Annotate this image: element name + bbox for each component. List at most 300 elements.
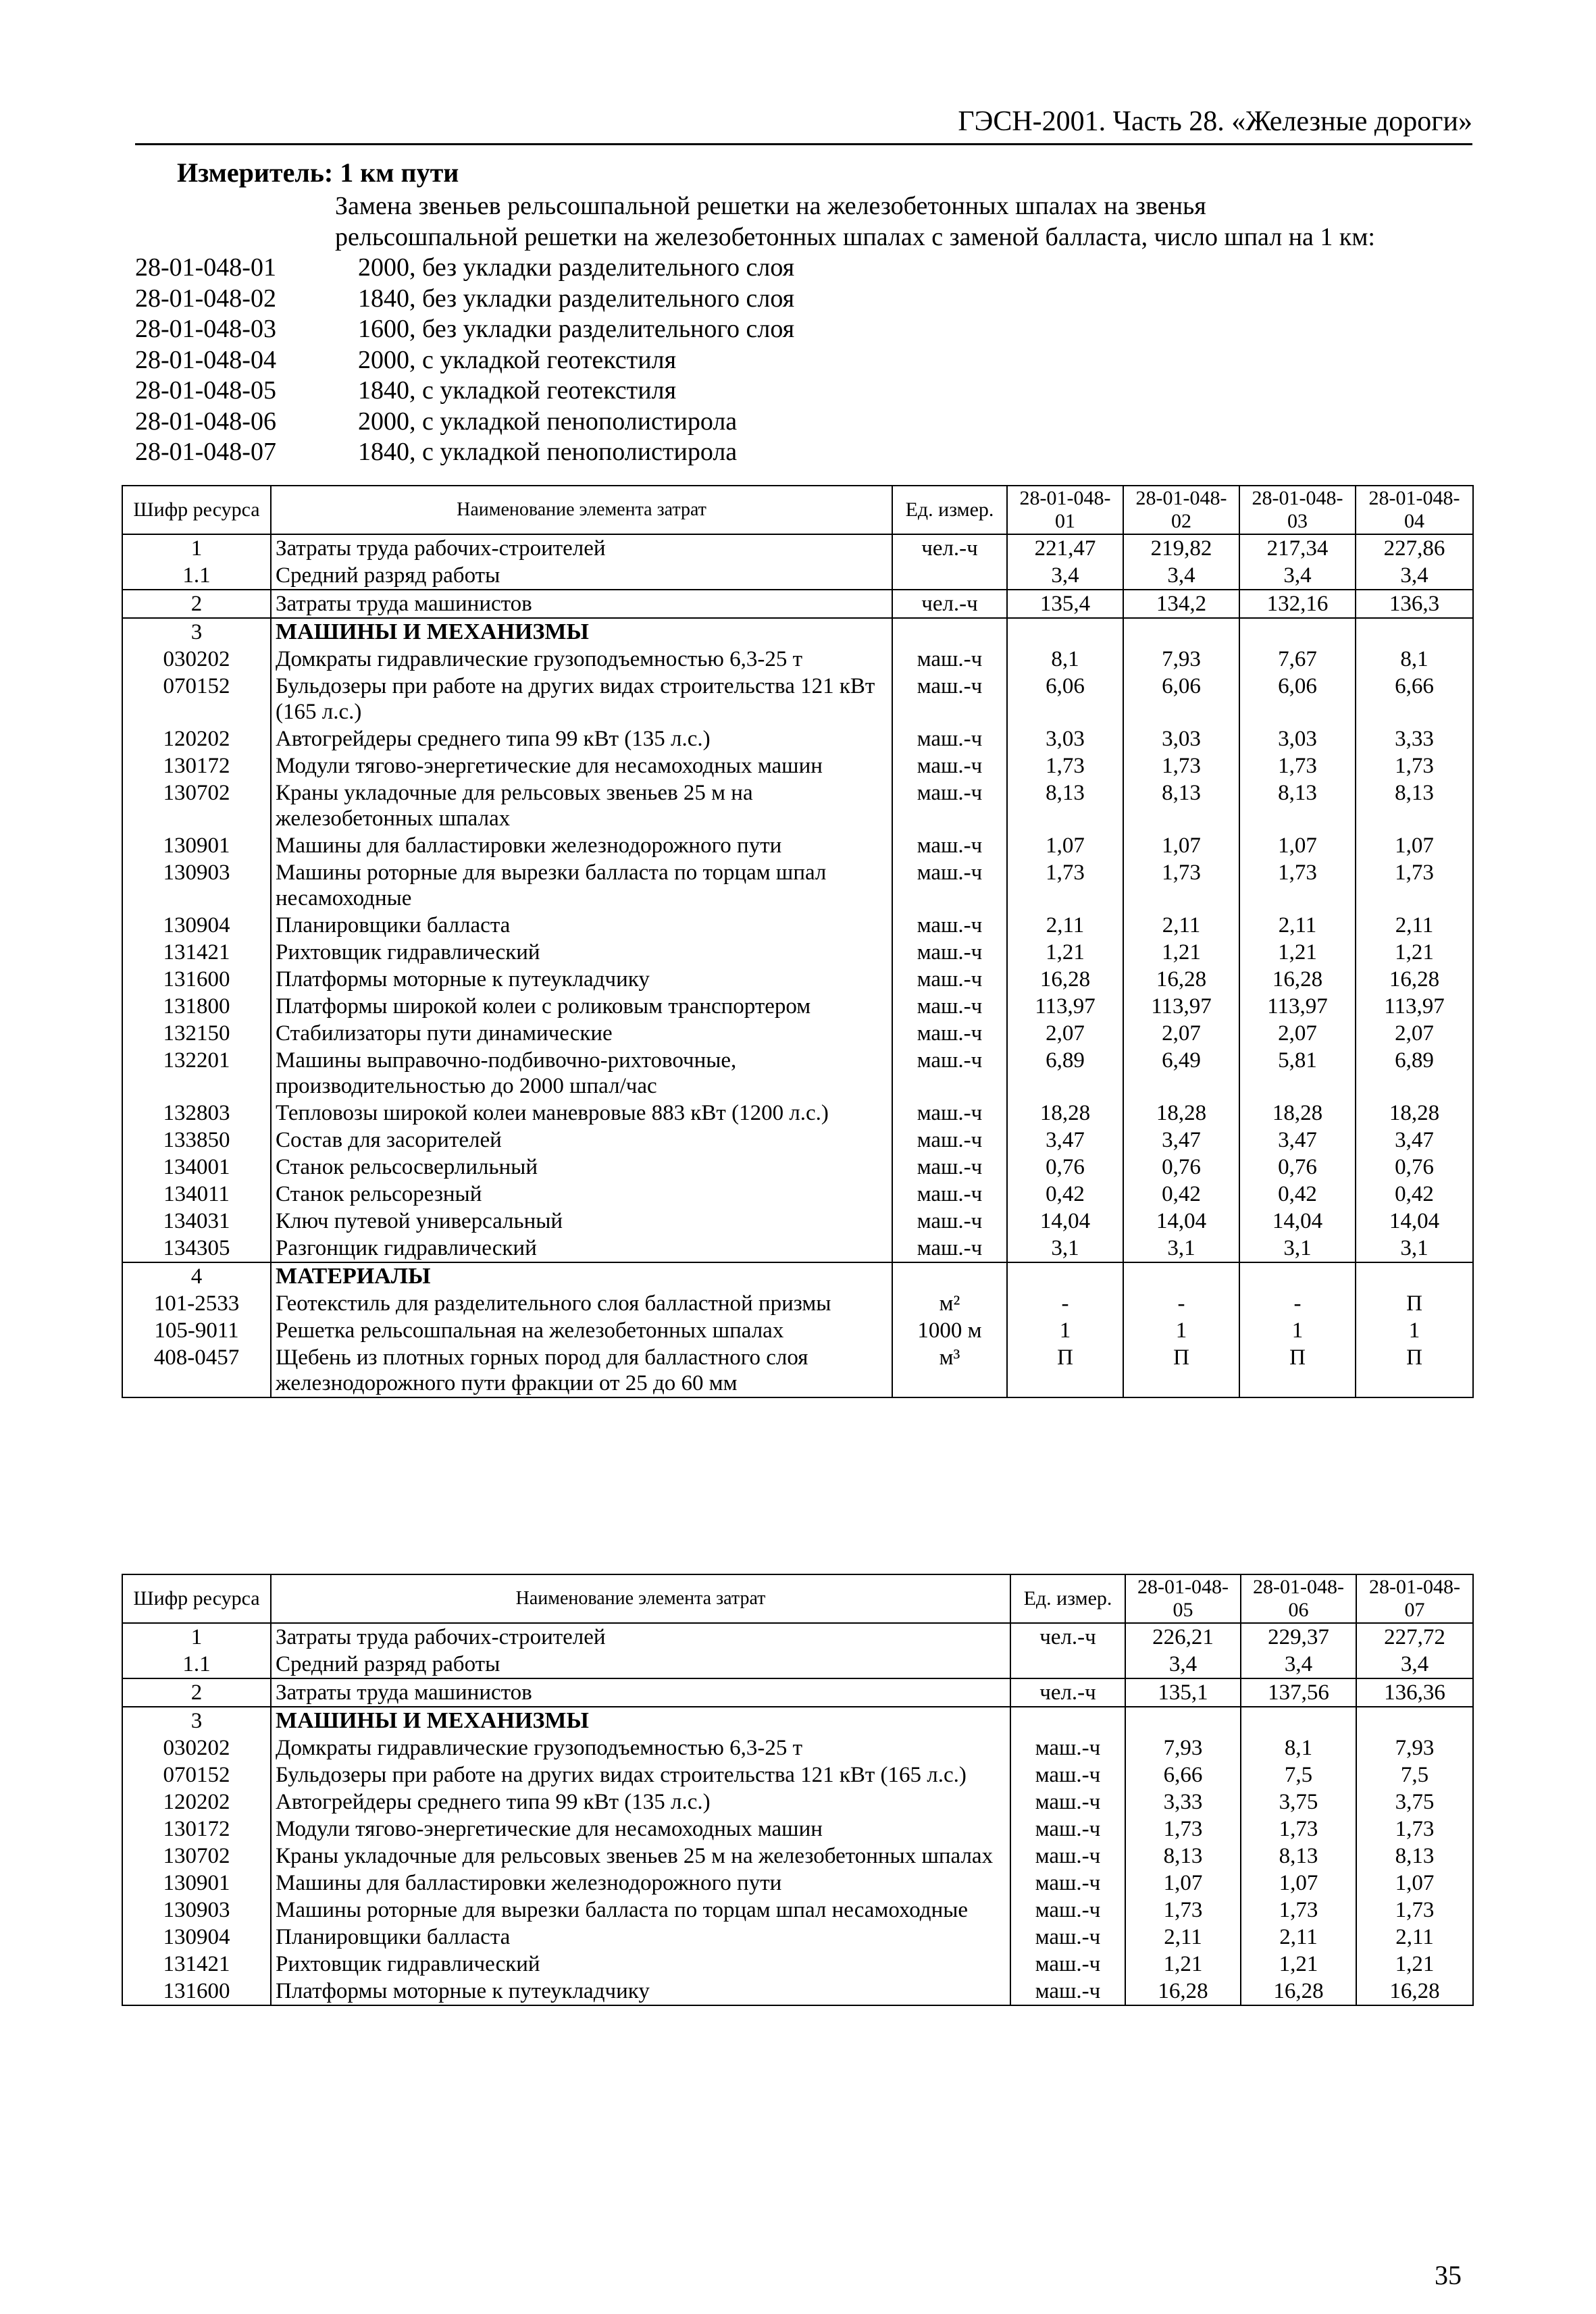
value-cell: 2,11 (1007, 912, 1123, 939)
value-cell: 16,28 (1007, 966, 1123, 993)
header-code: Шифр ресурса (122, 486, 271, 534)
value-cell: - (1239, 1290, 1356, 1317)
unit-cell: маш.-ч (892, 1100, 1007, 1127)
value-cell: 18,28 (1239, 1100, 1356, 1127)
value-cell: 1,21 (1123, 939, 1239, 966)
cost-element-name: Домкраты гидравлические грузоподъемностью 6,3-25 т (271, 646, 892, 673)
table-row (122, 725, 1473, 752)
value-cell: 1,73 (1356, 1897, 1473, 1924)
value-cell: 1,07 (1125, 1870, 1241, 1897)
description-line: Замена звеньев рельсошпальной решетки на железобетонных шпалах на звенья (335, 192, 1206, 220)
resource-code: 2 (122, 1678, 271, 1707)
cost-element-name: Щебень из плотных горных пород для балластного слоя железнодорожного пути фракции от 25 до 60 мм (271, 1344, 892, 1397)
unit-cell: чел.-ч (892, 590, 1007, 618)
value-cell: 1,07 (1007, 832, 1123, 859)
value-cell: 1,73 (1356, 752, 1473, 779)
table-row (122, 993, 1473, 1020)
unit-cell: маш.-ч (892, 752, 1007, 779)
value-cell: 3,4 (1123, 562, 1239, 590)
resource-code: 130904 (122, 912, 271, 939)
value-cell: 1,07 (1239, 832, 1356, 859)
cost-element-name: Стабилизаторы пути динамические (271, 1020, 892, 1047)
value-cell: П (1356, 1344, 1473, 1397)
table-row (122, 939, 1473, 966)
cost-element-name: Бульдозеры при работе на других видах строительства 121 кВт (165 л.с.) (271, 1762, 1010, 1789)
cost-element-name: Краны укладочные для рельсовых звеньев 25 м на железобетонных шпалах (271, 779, 892, 832)
unit-cell: чел.-ч (1010, 1678, 1125, 1707)
unit-cell: маш.-ч (1010, 1843, 1125, 1870)
unit-cell: маш.-ч (892, 779, 1007, 832)
value-cell: 1,73 (1356, 859, 1473, 912)
table-row (122, 1734, 1473, 1762)
resource-code: 070152 (122, 673, 271, 725)
value-cell: 14,04 (1007, 1208, 1123, 1235)
value-cell: 6,49 (1123, 1047, 1239, 1100)
value-cell: 132,16 (1239, 590, 1356, 618)
value-cell: 136,3 (1356, 590, 1473, 618)
resource-code: 131421 (122, 1951, 271, 1978)
value-cell: 6,66 (1125, 1762, 1241, 1789)
measure-unit: Измеритель: 1 км пути (177, 157, 459, 188)
variant-text: 1600, без укладки разделительного слоя (358, 315, 795, 343)
cost-element-name: Станок рельсорезный (271, 1181, 892, 1208)
value-cell: 6,89 (1007, 1047, 1123, 1100)
header-col: 28-01-048-07 (1356, 1574, 1473, 1623)
description-line: рельсошпальной решетки на железобетонных шпалах с заменой балласта, число шпал на 1 км: (335, 223, 1375, 251)
value-cell (1356, 1262, 1473, 1290)
section-row (122, 1707, 1473, 1734)
table-row (122, 1762, 1473, 1789)
value-cell: 16,28 (1125, 1978, 1241, 2005)
resource-code: 131800 (122, 993, 271, 1020)
value-cell: 3,03 (1123, 725, 1239, 752)
table-row (122, 646, 1473, 673)
value-cell: 6,89 (1356, 1047, 1473, 1100)
value-cell: 1 (1356, 1317, 1473, 1344)
value-cell (1239, 1262, 1356, 1290)
unit-cell: чел.-ч (892, 534, 1007, 562)
value-cell: 3,47 (1239, 1127, 1356, 1154)
cost-table-1 (122, 485, 1474, 1398)
value-cell: 5,81 (1239, 1047, 1356, 1100)
value-cell: 0,42 (1007, 1181, 1123, 1208)
value-cell: 1,21 (1239, 939, 1356, 966)
unit-cell (892, 1262, 1007, 1290)
value-cell: 1,21 (1356, 1951, 1473, 1978)
value-cell: П (1239, 1344, 1356, 1397)
value-cell: 3,33 (1356, 725, 1473, 752)
cost-element-name: Автогрейдеры среднего типа 99 кВт (135 л.с.) (271, 725, 892, 752)
header-name: Наименование элемента затрат (271, 486, 892, 534)
value-cell: 134,2 (1123, 590, 1239, 618)
value-cell: 1,73 (1239, 752, 1356, 779)
value-cell: 8,13 (1356, 1843, 1473, 1870)
variant-code: 28-01-048-07 (135, 438, 276, 466)
unit-cell: м³ (892, 1344, 1007, 1397)
value-cell: 3,4 (1007, 562, 1123, 590)
table-row (122, 1047, 1473, 1100)
table-row (122, 1208, 1473, 1235)
value-cell: 8,13 (1125, 1843, 1241, 1870)
resource-code: 4 (122, 1262, 271, 1290)
value-cell: 2,11 (1123, 912, 1239, 939)
value-cell: 1,73 (1123, 859, 1239, 912)
value-cell: 0,76 (1123, 1154, 1239, 1181)
value-cell: 2,11 (1239, 912, 1356, 939)
value-cell: 14,04 (1239, 1208, 1356, 1235)
resource-code: 130903 (122, 859, 271, 912)
value-cell (1007, 1262, 1123, 1290)
value-cell: 2,11 (1356, 912, 1473, 939)
value-cell: 1,73 (1239, 859, 1356, 912)
section-row (122, 1262, 1473, 1290)
value-cell: 3,1 (1007, 1235, 1123, 1262)
value-cell: 1,21 (1125, 1951, 1241, 1978)
value-cell: 3,1 (1356, 1235, 1473, 1262)
table-row (122, 1100, 1473, 1127)
unit-cell: маш.-ч (1010, 1789, 1125, 1816)
value-cell (1241, 1707, 1356, 1734)
unit-cell: маш.-ч (892, 832, 1007, 859)
value-cell: П (1123, 1344, 1239, 1397)
value-cell: 1,73 (1356, 1816, 1473, 1843)
value-cell: 113,97 (1356, 993, 1473, 1020)
unit-cell: маш.-ч (892, 1181, 1007, 1208)
variant-row (135, 376, 794, 407)
variant-code: 28-01-048-05 (135, 376, 276, 405)
resource-code: 030202 (122, 1734, 271, 1762)
header-unit: Ед. измер. (1010, 1574, 1125, 1623)
value-cell: 8,13 (1356, 779, 1473, 832)
unit-cell: чел.-ч (1010, 1623, 1125, 1651)
cost-element-name: Машины роторные для вырезки балласта по торцам шпал несамоходные (271, 1897, 1010, 1924)
value-cell (1123, 1262, 1239, 1290)
resource-code: 131421 (122, 939, 271, 966)
variant-text: 2000, с укладкой геотекстиля (358, 345, 677, 374)
variant-code: 28-01-048-04 (135, 345, 276, 374)
page-number: 35 (1435, 2260, 1462, 2290)
cost-element-name: Планировщики балласта (271, 1924, 1010, 1951)
value-cell: 227,72 (1356, 1623, 1473, 1651)
table-row (122, 752, 1473, 779)
value-cell: 3,75 (1241, 1789, 1356, 1816)
unit-cell: маш.-ч (1010, 1924, 1125, 1951)
resource-code: 132150 (122, 1020, 271, 1047)
value-cell: 0,76 (1239, 1154, 1356, 1181)
value-cell: 16,28 (1239, 966, 1356, 993)
resource-code: 130904 (122, 1924, 271, 1951)
resource-code: 130172 (122, 752, 271, 779)
cost-element-name: Платформы широкой колеи с роликовым транспортером (271, 993, 892, 1020)
value-cell: 8,1 (1007, 646, 1123, 673)
cost-element-name: МАТЕРИАЛЫ (271, 1262, 892, 1290)
resource-code: 130702 (122, 779, 271, 832)
value-cell: - (1123, 1290, 1239, 1317)
resource-code: 1 (122, 1623, 271, 1651)
section-description (335, 190, 1483, 253)
unit-cell (1010, 1707, 1125, 1734)
value-cell: 8,1 (1241, 1734, 1356, 1762)
value-cell (1123, 618, 1239, 646)
unit-cell: маш.-ч (892, 1047, 1007, 1100)
table-row (122, 1924, 1473, 1951)
value-cell: 16,28 (1356, 1978, 1473, 2005)
table-row (122, 779, 1473, 832)
cost-element-name: Бульдозеры при работе на других видах строительства 121 кВт (165 л.с.) (271, 673, 892, 725)
value-cell (1007, 618, 1123, 646)
table-row (122, 590, 1473, 618)
cost-element-name: Платформы моторные к путеукладчику (271, 1978, 1010, 2005)
resource-code: 030202 (122, 646, 271, 673)
value-cell: 219,82 (1123, 534, 1239, 562)
variant-text: 2000, без укладки разделительного слоя (358, 253, 795, 282)
unit-cell: м² (892, 1290, 1007, 1317)
value-cell: 2,07 (1123, 1020, 1239, 1047)
cost-element-name: Затраты труда рабочих-строителей (271, 534, 892, 562)
value-cell: 0,76 (1356, 1154, 1473, 1181)
resource-code: 130903 (122, 1897, 271, 1924)
value-cell: П (1007, 1344, 1123, 1397)
value-cell: 6,06 (1239, 673, 1356, 725)
value-cell: 1 (1123, 1317, 1239, 1344)
value-cell: 6,66 (1356, 673, 1473, 725)
unit-cell: маш.-ч (892, 1208, 1007, 1235)
value-cell: 1 (1239, 1317, 1356, 1344)
cost-element-name: Модули тягово-энергетические для несамоходных машин (271, 752, 892, 779)
value-cell (1239, 618, 1356, 646)
variant-code: 28-01-048-06 (135, 407, 276, 436)
value-cell: 3,4 (1356, 1651, 1473, 1678)
value-cell: 3,4 (1241, 1651, 1356, 1678)
value-cell: 6,06 (1123, 673, 1239, 725)
value-cell: 16,28 (1241, 1978, 1356, 2005)
value-cell: 1,07 (1123, 832, 1239, 859)
variant-row (135, 314, 794, 345)
running-header (135, 101, 1472, 145)
value-cell: 1,73 (1007, 752, 1123, 779)
cost-element-name: Станок рельсосверлильный (271, 1154, 892, 1181)
value-cell: 16,28 (1123, 966, 1239, 993)
value-cell: 1,07 (1356, 1870, 1473, 1897)
cost-element-name: Состав для засорителей (271, 1127, 892, 1154)
cost-element-name: Затраты труда машинистов (271, 1678, 1010, 1707)
value-cell: 1,21 (1007, 939, 1123, 966)
variant-list (135, 253, 794, 468)
variant-text: 2000, с укладкой пенополистирола (358, 407, 738, 436)
cost-element-name: Средний разряд работы (271, 1651, 1010, 1678)
value-cell: 3,47 (1356, 1127, 1473, 1154)
table-row (122, 1951, 1473, 1978)
value-cell: 3,4 (1239, 562, 1356, 590)
resource-code: 130901 (122, 832, 271, 859)
cost-element-name: Машины выправочно-подбивочно-рихтовочные, производительностью до 2000 шпал/час (271, 1047, 892, 1100)
cost-element-name: Домкраты гидравлические грузоподъемностью 6,3-25 т (271, 1734, 1010, 1762)
table-row (122, 1789, 1473, 1816)
value-cell: 1,73 (1007, 859, 1123, 912)
value-cell: 1,73 (1125, 1816, 1241, 1843)
value-cell: 0,76 (1007, 1154, 1123, 1181)
variant-row (135, 253, 794, 284)
cost-element-name: Краны укладочные для рельсовых звеньев 25 м на железобетонных шпалах (271, 1843, 1010, 1870)
value-cell: 226,21 (1125, 1623, 1241, 1651)
header-col: 28-01-048-05 (1125, 1574, 1241, 1623)
value-cell: 7,67 (1239, 646, 1356, 673)
value-cell: 2,07 (1356, 1020, 1473, 1047)
variant-text: 1840, с укладкой пенополистирола (358, 438, 738, 466)
value-cell: 2,11 (1125, 1924, 1241, 1951)
cost-element-name: Затраты труда рабочих-строителей (271, 1623, 1010, 1651)
value-cell: 7,5 (1356, 1762, 1473, 1789)
value-cell: 1,73 (1241, 1816, 1356, 1843)
value-cell: 217,34 (1239, 534, 1356, 562)
header-col: 28-01-048-04 (1356, 486, 1473, 534)
table-row (122, 1020, 1473, 1047)
unit-cell: маш.-ч (892, 673, 1007, 725)
cost-table-2 (122, 1574, 1474, 2006)
cost-element-name: Машины для балластировки железнодорожного пути (271, 1870, 1010, 1897)
cost-element-name: Геотекстиль для разделительного слоя балластной призмы (271, 1290, 892, 1317)
unit-cell: маш.-ч (892, 1020, 1007, 1047)
value-cell: 3,4 (1125, 1651, 1241, 1678)
value-cell: 135,1 (1125, 1678, 1241, 1707)
table-row (122, 1344, 1473, 1397)
resource-code: 131600 (122, 966, 271, 993)
table-row (122, 1317, 1473, 1344)
value-cell: 113,97 (1123, 993, 1239, 1020)
resource-code: 134001 (122, 1154, 271, 1181)
value-cell: 2,07 (1007, 1020, 1123, 1047)
value-cell: 0,42 (1123, 1181, 1239, 1208)
header-col: 28-01-048-06 (1241, 1574, 1356, 1623)
value-cell: 229,37 (1241, 1623, 1356, 1651)
table-row (122, 1651, 1473, 1678)
resource-code: 130702 (122, 1843, 271, 1870)
header-col: 28-01-048-01 (1007, 486, 1123, 534)
unit-cell: маш.-ч (892, 912, 1007, 939)
cost-element-name: Платформы моторные к путеукладчику (271, 966, 892, 993)
value-cell: 113,97 (1239, 993, 1356, 1020)
unit-cell: маш.-ч (892, 859, 1007, 912)
resource-code: 134305 (122, 1235, 271, 1262)
section-row (122, 618, 1473, 646)
unit-cell: маш.-ч (1010, 1816, 1125, 1843)
value-cell: 1 (1007, 1317, 1123, 1344)
value-cell: 2,07 (1239, 1020, 1356, 1047)
unit-cell: маш.-ч (892, 1154, 1007, 1181)
value-cell: 227,86 (1356, 534, 1473, 562)
cost-element-name: Разгонщик гидравлический (271, 1235, 892, 1262)
value-cell: - (1007, 1290, 1123, 1317)
unit-cell: маш.-ч (892, 939, 1007, 966)
resource-code: 120202 (122, 725, 271, 752)
value-cell: 0,42 (1239, 1181, 1356, 1208)
table-row (122, 1978, 1473, 2005)
value-cell: 7,93 (1123, 646, 1239, 673)
variant-code: 28-01-048-02 (135, 284, 276, 313)
value-cell: 14,04 (1356, 1208, 1473, 1235)
table-row (122, 1127, 1473, 1154)
value-cell: 113,97 (1007, 993, 1123, 1020)
unit-cell: маш.-ч (892, 1127, 1007, 1154)
table-row (122, 1897, 1473, 1924)
resource-code: 134011 (122, 1181, 271, 1208)
variant-row (135, 407, 794, 438)
resource-code: 120202 (122, 1789, 271, 1816)
header-code: Шифр ресурса (122, 1574, 271, 1623)
value-cell: 18,28 (1356, 1100, 1473, 1127)
resource-code: 132201 (122, 1047, 271, 1100)
value-cell (1356, 1707, 1473, 1734)
value-cell: 16,28 (1356, 966, 1473, 993)
header-unit: Ед. измер. (892, 486, 1007, 534)
table-row (122, 673, 1473, 725)
resource-code: 130901 (122, 1870, 271, 1897)
cost-element-name: Планировщики балласта (271, 912, 892, 939)
value-cell: 6,06 (1007, 673, 1123, 725)
resource-code: 1 (122, 534, 271, 562)
unit-cell (1010, 1651, 1125, 1678)
value-cell: 3,03 (1239, 725, 1356, 752)
table-row (122, 1181, 1473, 1208)
value-cell: 3,33 (1125, 1789, 1241, 1816)
unit-cell: маш.-ч (1010, 1870, 1125, 1897)
header-col: 28-01-048-03 (1239, 486, 1356, 534)
resource-code: 131600 (122, 1978, 271, 2005)
cost-element-name: Тепловозы широкой колеи маневровые 883 кВт (1200 л.с.) (271, 1100, 892, 1127)
value-cell: 2,11 (1241, 1924, 1356, 1951)
value-cell (1125, 1707, 1241, 1734)
table-row (122, 912, 1473, 939)
cost-element-name: Машины роторные для вырезки балласта по торцам шпал несамоходные (271, 859, 892, 912)
header-name: Наименование элемента затрат (271, 1574, 1010, 1623)
value-cell: 2,11 (1356, 1924, 1473, 1951)
cost-element-name: Затраты труда машинистов (271, 590, 892, 618)
value-cell: П (1356, 1290, 1473, 1317)
value-cell: 14,04 (1123, 1208, 1239, 1235)
table-row (122, 832, 1473, 859)
resource-code: 132803 (122, 1100, 271, 1127)
unit-cell: маш.-ч (1010, 1734, 1125, 1762)
unit-cell: маш.-ч (892, 966, 1007, 993)
cost-element-name: Ключ путевой универсальный (271, 1208, 892, 1235)
value-cell: 1,21 (1356, 939, 1473, 966)
value-cell: 3,47 (1007, 1127, 1123, 1154)
table-row (122, 859, 1473, 912)
cost-element-name: Рихтовщик гидравлический (271, 1951, 1010, 1978)
value-cell: 8,13 (1007, 779, 1123, 832)
table-row (122, 534, 1473, 562)
resource-code: 134031 (122, 1208, 271, 1235)
variant-text: 1840, с укладкой геотекстиля (358, 376, 677, 405)
table-row (122, 1623, 1473, 1651)
value-cell: 18,28 (1123, 1100, 1239, 1127)
table-row (122, 1678, 1473, 1707)
resource-code: 070152 (122, 1762, 271, 1789)
value-cell: 3,47 (1123, 1127, 1239, 1154)
cost-element-name: Модули тягово-энергетические для несамоходных машин (271, 1816, 1010, 1843)
value-cell: 3,1 (1123, 1235, 1239, 1262)
value-cell: 7,5 (1241, 1762, 1356, 1789)
table-row (122, 1235, 1473, 1262)
unit-cell: маш.-ч (1010, 1951, 1125, 1978)
value-cell: 135,4 (1007, 590, 1123, 618)
unit-cell: маш.-ч (892, 993, 1007, 1020)
unit-cell: маш.-ч (892, 1235, 1007, 1262)
value-cell: 7,93 (1125, 1734, 1241, 1762)
table-row (122, 1290, 1473, 1317)
value-cell: 137,56 (1241, 1678, 1356, 1707)
resource-code: 101-2533 (122, 1290, 271, 1317)
